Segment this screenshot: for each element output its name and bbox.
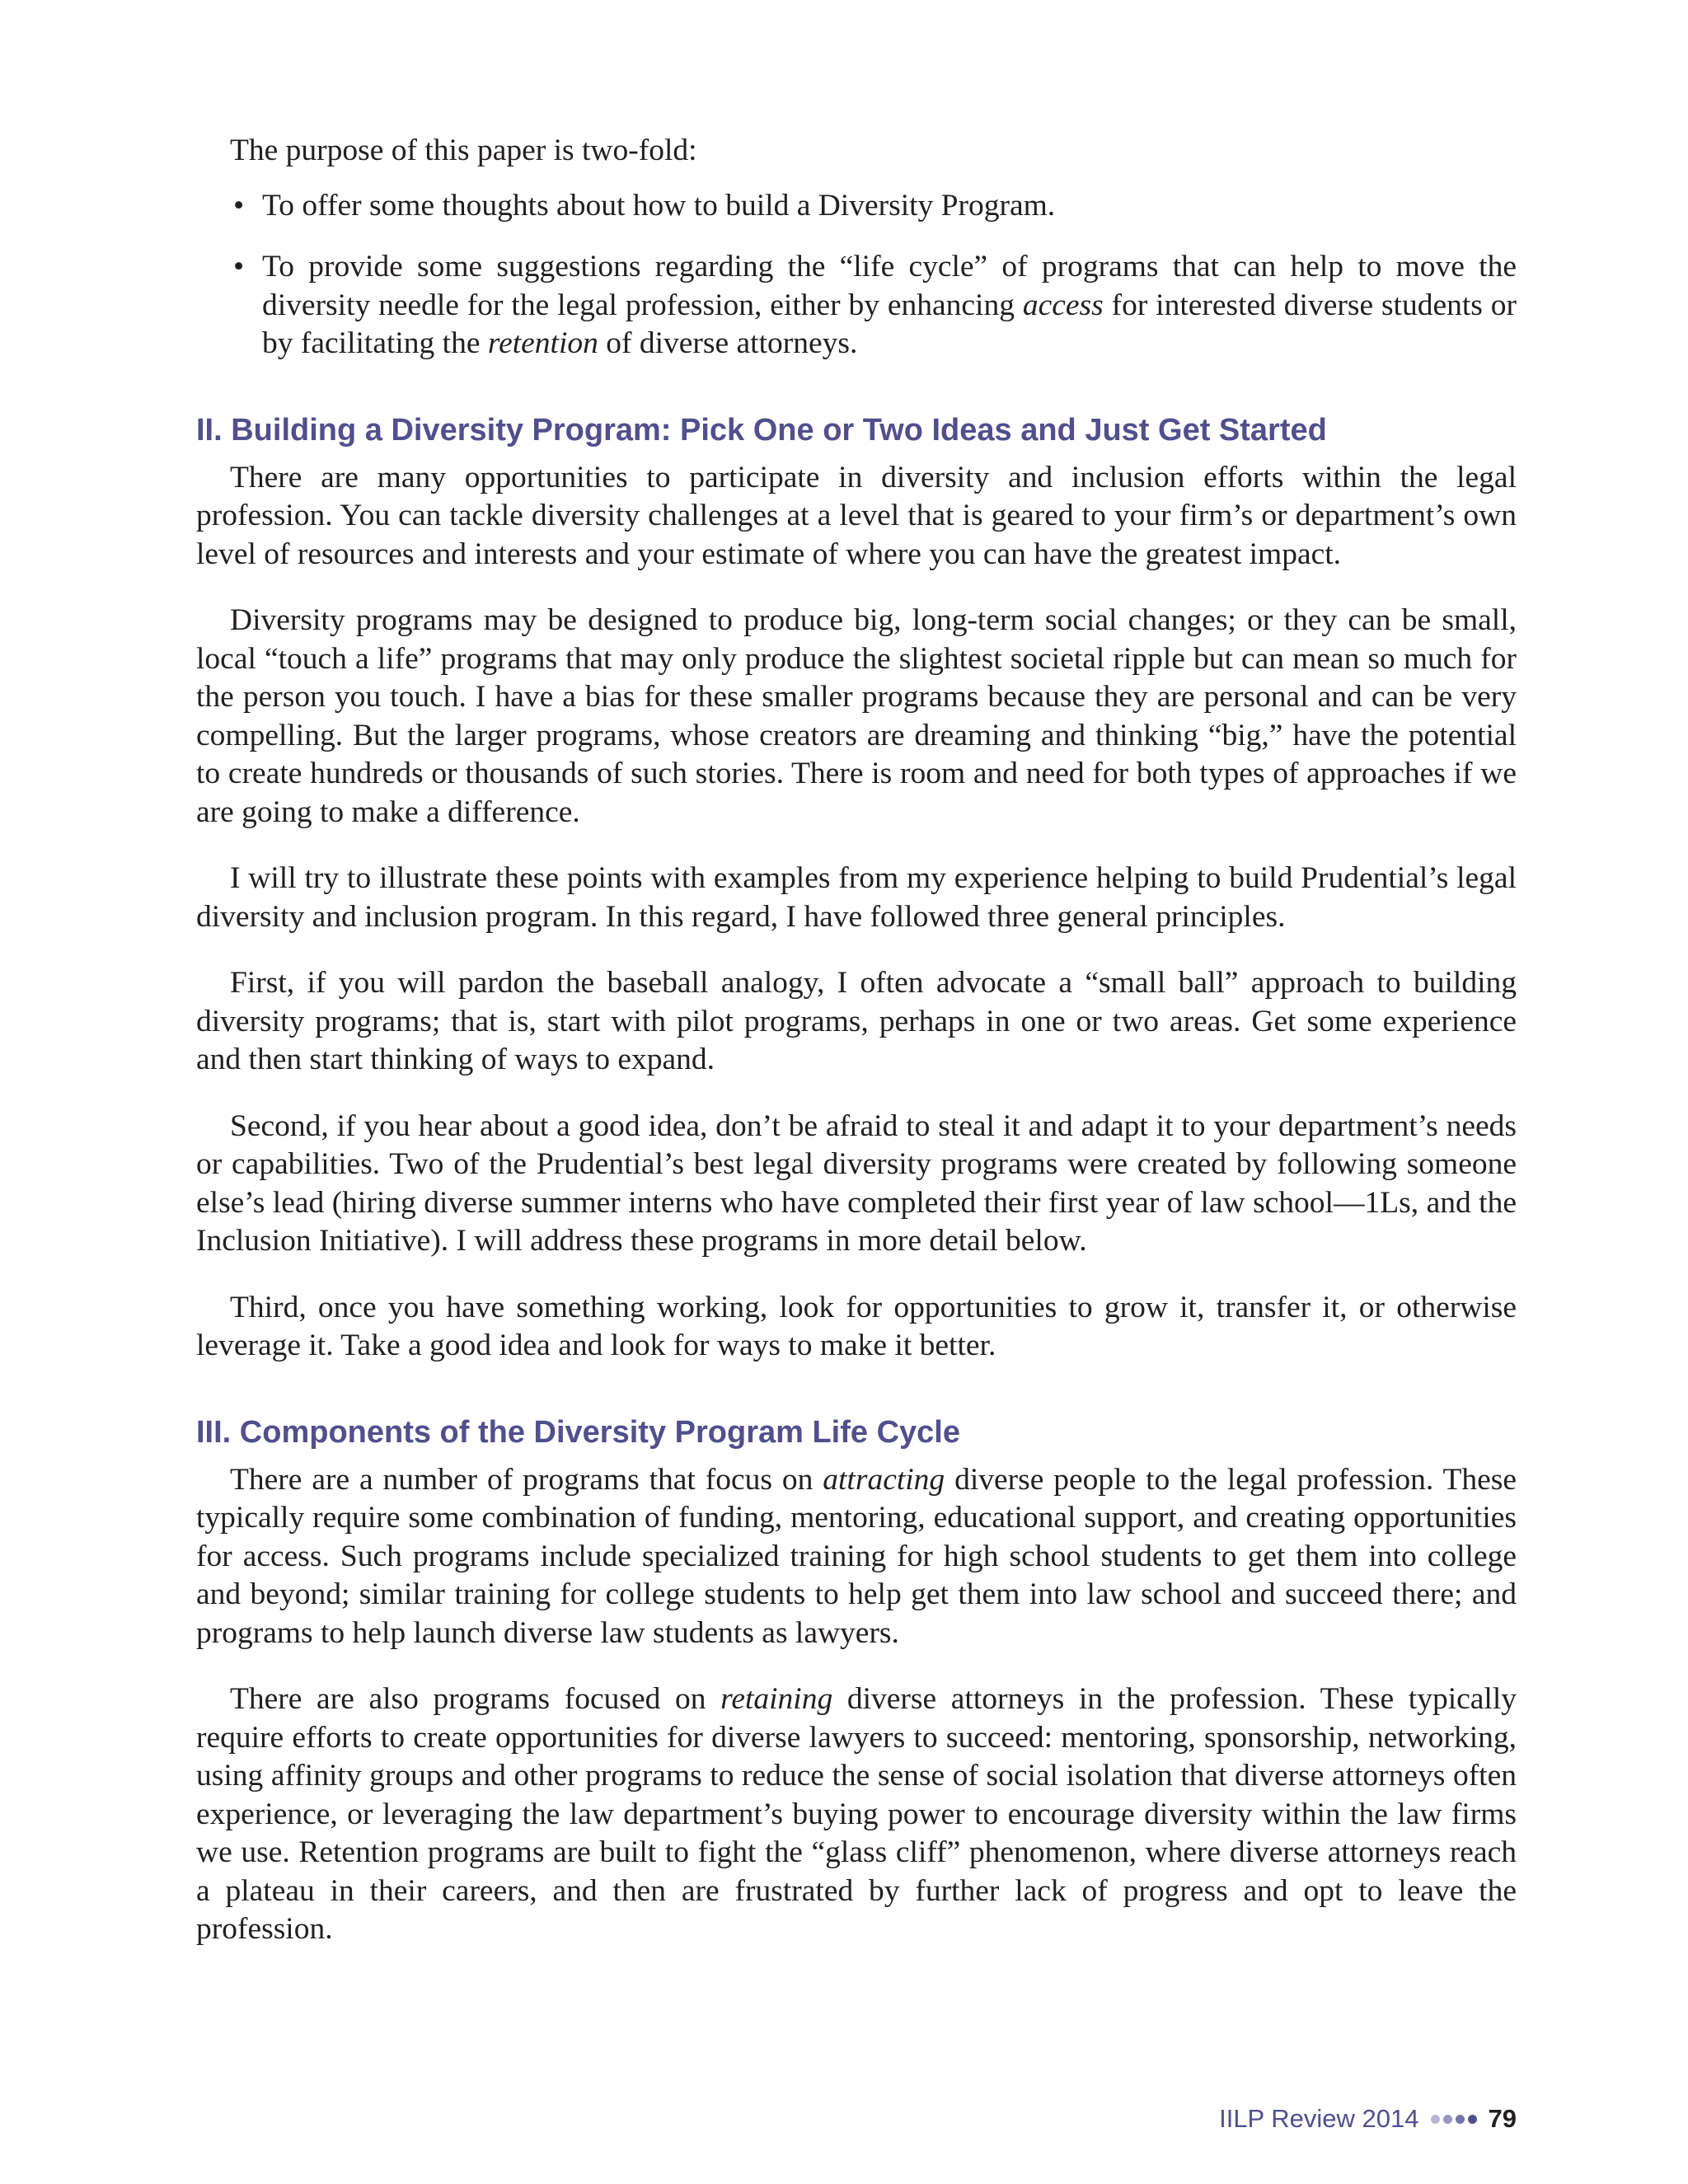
body-paragraph: Second, if you hear about a good idea, don’t be afraid to steal it and adapt it to your department’s needs or capabilities. Two of the Prudential’s best legal diversity programs were created by following someone else’s lead (hiring diverse summer interns who have completed their first year of law school—1Ls, and the Inclusion Initiative). I will address these programs in more detail below. (196, 1108, 1517, 1258)
list-item-text: To offer some thoughts about how to build a Diversity Program. (262, 188, 1056, 223)
list-item (196, 187, 1517, 226)
journal-name: IILP Review 2014 (1219, 2104, 1419, 2133)
paragraph-text: diverse people to the legal profession. These typically require some combination of funding, mentoring, educational support, and creating opportunities for access. Such programs include specialized training for high school students to get them into college and beyond; similar training for college students to help get them into law school and succeed there; and programs to help launch diverse law students as lawyers. (196, 1462, 1517, 1650)
section-heading-components: III. Components of the Diversity Program Life Cycle (196, 1414, 960, 1450)
body-paragraph: Third, once you have something working, look for opportunities to grow it, transfer it, or otherwise leverage it. Take a good idea and look for ways to make it better. (196, 1290, 1517, 1362)
emphasis-access: access (1022, 288, 1104, 322)
page-footer (1219, 2102, 1517, 2135)
body-paragraph (196, 1680, 1517, 1949)
paragraph-text: diverse attorneys in the profession. These typically require efforts to create opportunities for diverse lawyers to succeed: mentoring, sponsorship, networking, using affinity groups and other programs to reduce the sense of social isolation that diverse attorneys often experience, or leveraging the law department’s buying power to encourage diversity within the law firms we use. Retention programs are built to fight the “glass cliff” phenomenon, where diverse attorneys reach a plateau in their careers, and then are frustrated by further lack of progress and opt to leave the profession. (196, 1682, 1517, 1946)
dot-icon (1456, 2115, 1465, 2124)
body-paragraph: There are many opportunities to participate in diversity and inclusion efforts within the legal profession. You can tackle diversity challenges at a level that is geared to your firm’s or department’s own level of resources and interests and your estimate of where you can have the greatest impact. (196, 460, 1517, 571)
paragraph-text: There are a number of programs that focus on (230, 1462, 823, 1497)
purpose-list (196, 187, 1517, 363)
bullet-icon: • (233, 188, 245, 223)
footer-dots (1431, 2115, 1480, 2124)
list-item-text: To provide some suggestions regarding the “life cycle” of programs that can help to move the diversity needle for the legal profession, either by enhancing (262, 250, 1517, 322)
intro-paragraph: The purpose of this paper is two-fold: (230, 134, 697, 167)
emphasis-attracting: attracting (823, 1462, 945, 1497)
section-heading-building: II. Building a Diversity Program: Pick One or Two Ideas and Just Get Started (196, 412, 1327, 448)
dot-icon (1468, 2115, 1477, 2124)
list-item-text: of diverse attorneys. (598, 326, 858, 360)
dot-icon (1443, 2115, 1452, 2124)
page-body (196, 132, 1517, 1977)
body-paragraph: Diversity programs may be designed to produce big, long-term social changes; or they can be small, local “touch a life” programs that may only produce the slightest societal ripple but can mean so much for the person you touch. I have a bias for these smaller programs because they are personal and can be very compelling. But the larger programs, whose creators are dreaming and thinking “big,” have the potential to create hundreds or thousands of such stories. There is room and need for both types of approaches if we are going to make a difference. (196, 603, 1517, 829)
body-paragraph: First, if you will pardon the baseball analogy, I often advocate a “small ball” approach to building diversity programs; that is, start with pilot programs, perhaps in one or two areas. Get some experience and then start thinking of ways to expand. (196, 966, 1517, 1076)
list-item (196, 248, 1517, 363)
page-number: 79 (1488, 2104, 1517, 2133)
emphasis-retaining: retaining (720, 1682, 833, 1716)
dot-icon (1431, 2115, 1440, 2124)
body-paragraph: I will try to illustrate these points with examples from my experience helping to build Prudential’s legal diversity and inclusion program. In this regard, I have followed three general principles. (196, 861, 1517, 934)
body-paragraph (196, 1461, 1517, 1653)
list-item-text: for interested diverse students or by facilitating the (262, 288, 1517, 360)
bullet-icon: • (233, 250, 245, 284)
emphasis-retention: retention (487, 326, 598, 360)
paragraph-text: There are also programs focused on (230, 1682, 721, 1716)
